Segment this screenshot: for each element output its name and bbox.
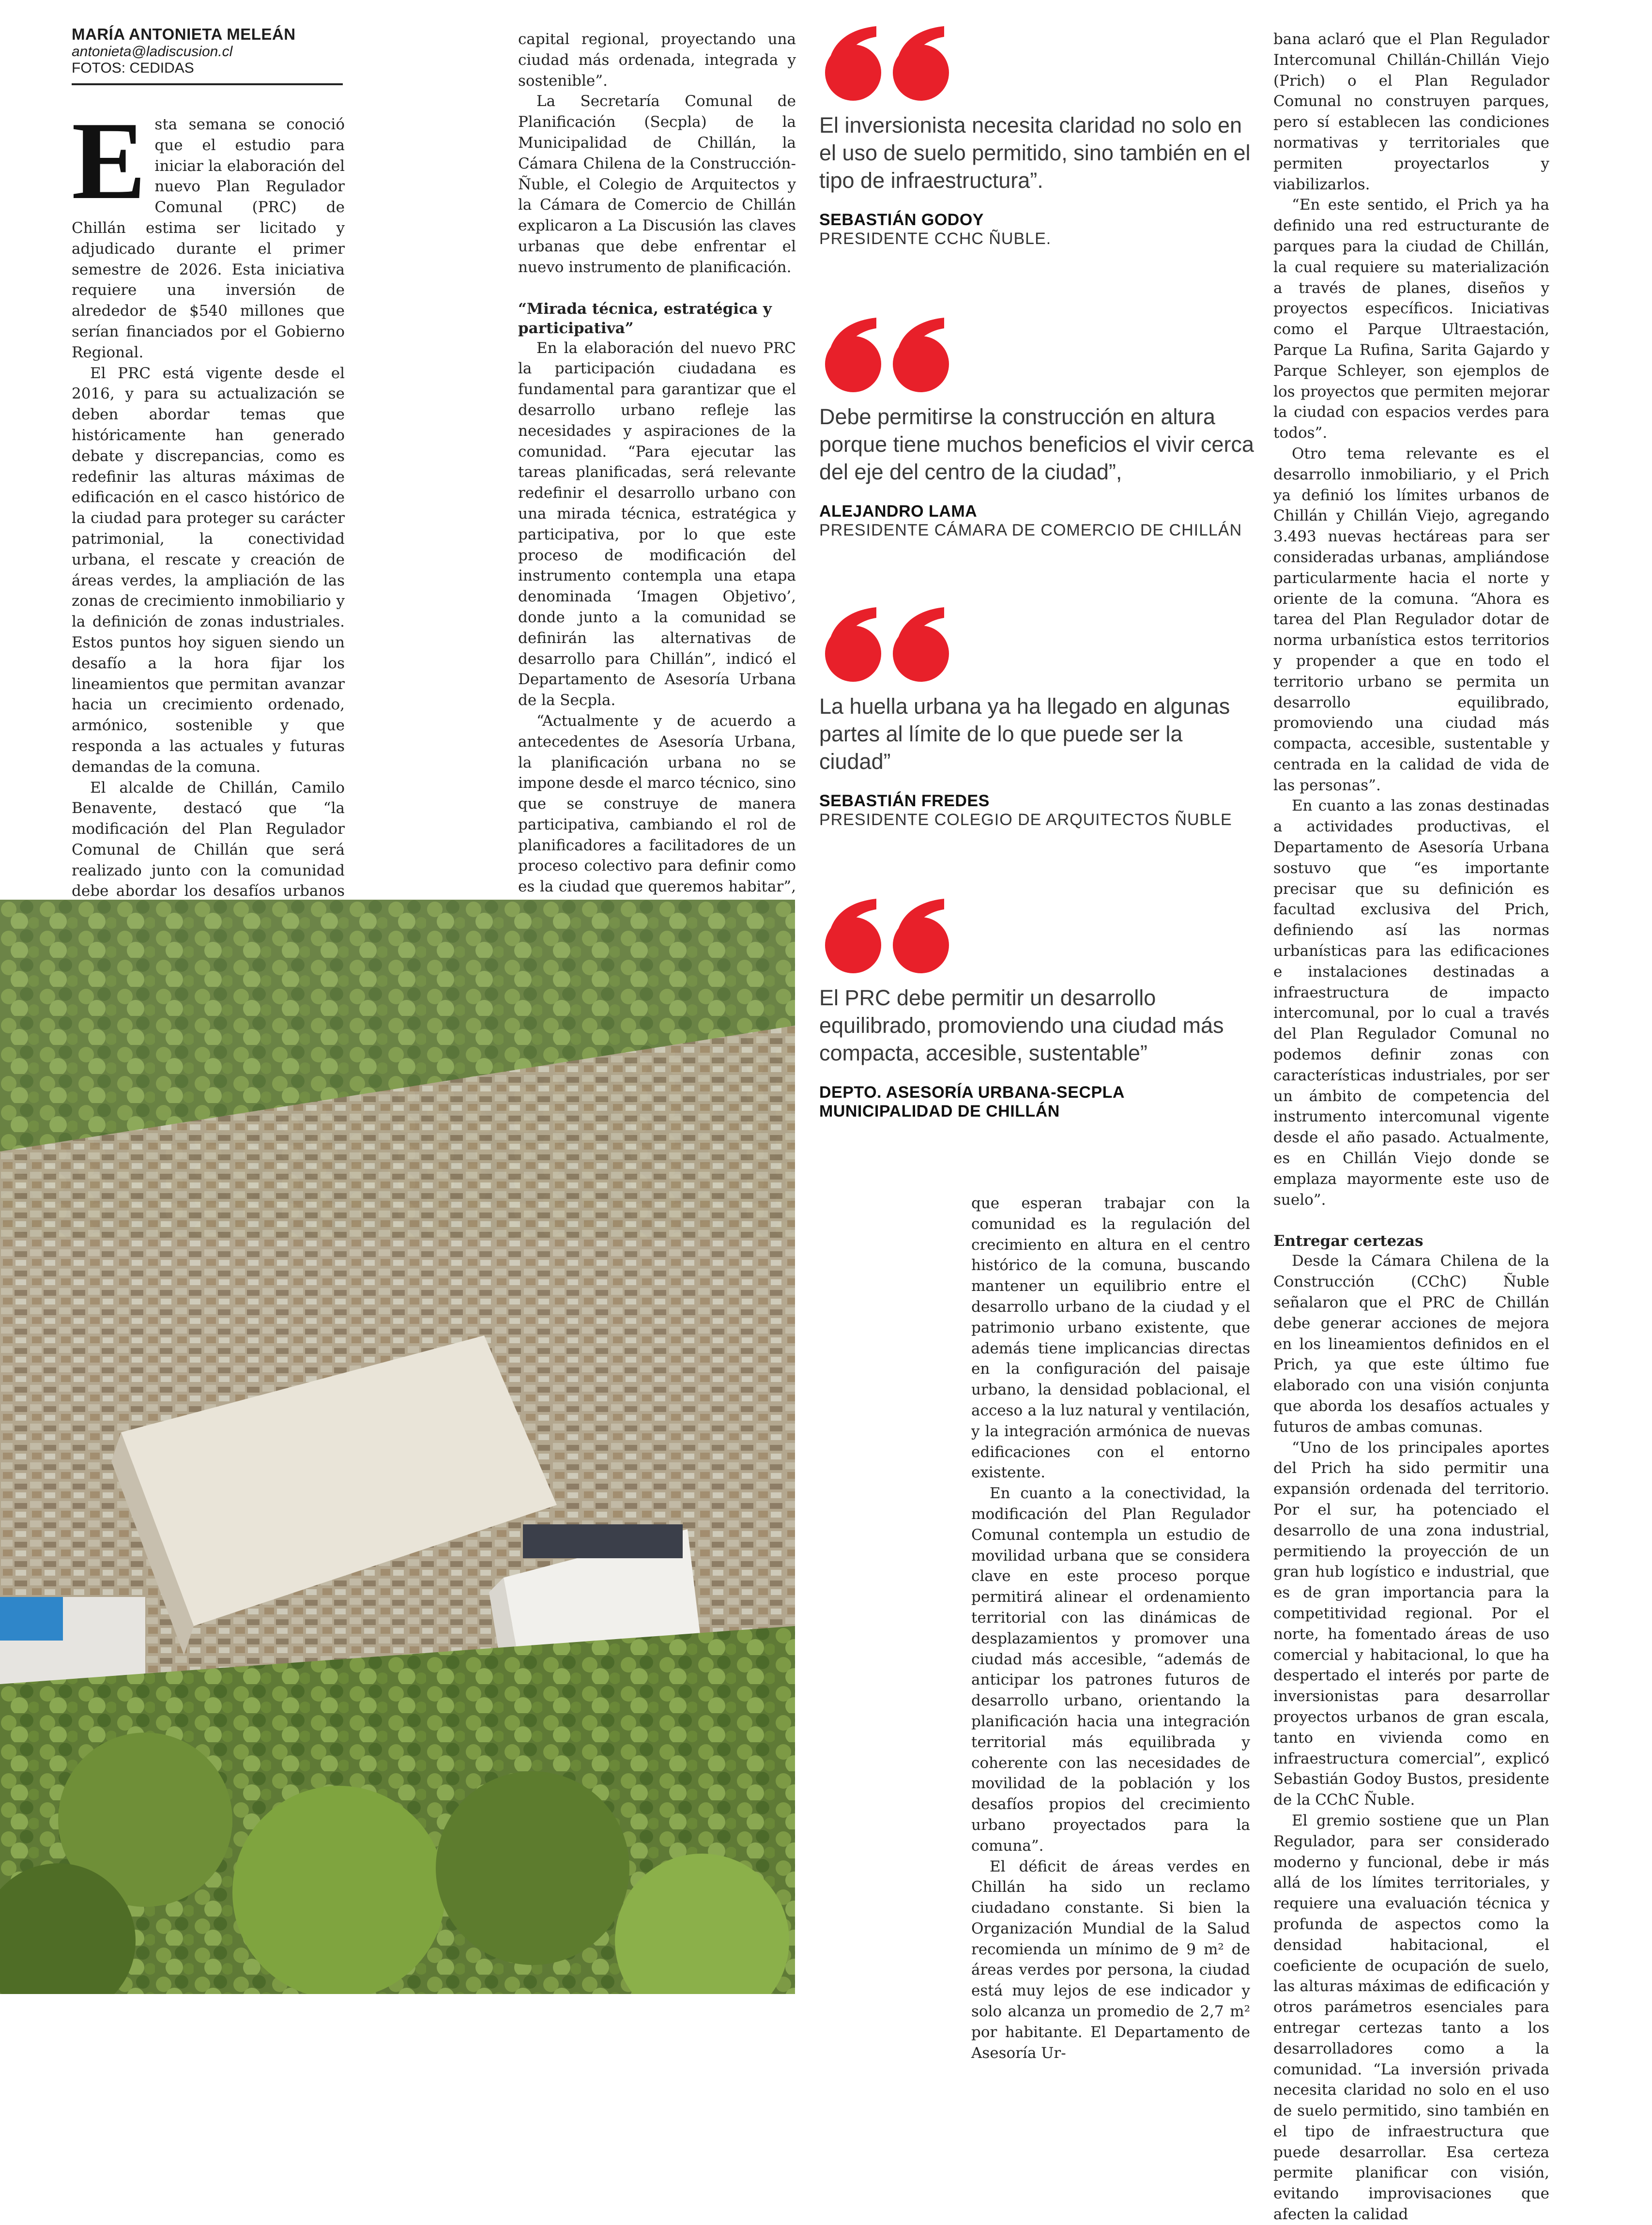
quote-mark-icon (819, 316, 960, 393)
article-paragraph: En la elaboración del nuevo PRC la participación ciudadana es fundamental para garantizar que el desarrollo urbano refleje las necesidades y aspiraciones de la comunidad. “Para ejecutar las tareas planificadas, será relevante redefinir el desarrollo urbano con una mirada técnica, estratégica y participativa, por lo que este proceso de modificación del instrumento contempla una etapa denominada ‘Imagen Objetivo’, donde junto a la comunidad se definirán las alternativas de desarrollo para Chillán”, indicó el Departamento de Asesoría Urbana de la Secpla. (518, 339, 796, 709)
article-paragraph: El gremio sostiene que un Plan Regulador, para ser considerado moderno y funcional, debe ir más allá de los límites territoriales, y requiere una evaluación técnica y profunda de aspectos como la densidad habitacional, el coeficiente de ocupación de suelo, las alturas máximas de edificación y otros parámetros esenciales para entregar certezas tanto a los desarrolladores como a la comunidad. “La inversión privada necesita claridad no solo en el uso de suelo permitido, sino también en el tipo de infraestructura que puede desarrollar. Esa certeza permite planificar con visión, evitando improvisaciones que afecten la calidad (1273, 1811, 1549, 2224)
quote-text: El inversionista necesita claridad no solo en el uso de suelo permitido, sino también en el tipo de infraestructura”. (819, 113, 1251, 193)
pull-quote (819, 605, 1255, 829)
article-paragraph: que esperan trabajar con la comunidad es la regulación del crecimiento en altura en el centro histórico de la comuna, buscando mantener un equilibrio entre el desarrollo urbano de la ciudad y el patrimonio urbano existente, que además tiene implicancias directas en la configuración del paisaje urbano, la densidad poblacional, el acceso a la luz natural y ventilación, y la integración armónica de nuevas edificaciones con el entorno existente. (971, 1195, 1250, 1482)
author-name: MARÍA ANTONIETA MELEÁN (72, 25, 296, 43)
quote-mark-icon (819, 897, 960, 974)
quote-author: SEBASTIÁN GODOY (819, 211, 984, 229)
quote-author: DEPTO. ASESORÍA URBANA-SECPLA MUNICIPALIDAD DE CHILLÁN (819, 1083, 1124, 1120)
article-paragraph: En cuanto a las zonas destinadas a actividades productivas, el Departamento de Asesoría Urbana sostuvo que “es importante precisar que su definición es facultad exclusiva del Prich, definiendo así las normas urbanísticas para las edificaciones e instalaciones destinadas a infraestructura de impacto intercomunal, por lo cual a través del Plan Regulador Comunal no podemos definir zonas con características industriales, por ser un ámbito de competencia del instrumento intercomunal vigente desde el año pasado. Actualmente, es en Chillán Viejo donde se emplaza mayormente este uso de suelo”. (1273, 797, 1549, 1209)
article-paragraph: Otro tema relevante es el desarrollo inmobiliario, y el Prich ya definió los límites urbanos de Chillán y Chillán Viejo, agregando 3.493 nuevas hectáreas para ser consideradas urbanas, ampliándose particularmente hacia el norte y oriente de la comuna. “Ahora es tarea del Plan Regulador dotar de norma urbanística estos territorios y propender a que en todo el territorio urbano se permita un desarrollo equilibrado, promoviendo una ciudad más compacta, accesible, sustentable y centrada en la calidad de vida de las personas”. (1273, 445, 1549, 794)
article-column-4 (1273, 29, 1549, 2225)
quote-author: ALEJANDRO LAMA (819, 502, 978, 521)
article-paragraph: “Uno de los principales aportes del Prich ha sido permitir una expansión ordenada del territorio. Por el sur, ha potenciado el desarrollo de una zona industrial, permitiendo la proyección de un gran hub logístico e industrial, que es de gran importancia para la competitividad regional. Por el norte, ha fomentado áreas de uso comercial y habitacional, lo que ha despertado el interés por parte de inversionistas para desarrollar proyectos urbanos de gran escala, tanto en vivienda como en infraestructura comercial”, explicó Sebastián Godoy Bustos, presidente de la CChC Ñuble. (1273, 1439, 1549, 1809)
article-paragraph: En cuanto a la conectividad, la modificación del Plan Regulador Comunal contempla un estudio de movilidad urbana que se considera clave en este proceso porque permitirá alinear el ordenamiento territorial con las dinámicas de desplazamientos y promover una ciudad más accesible, “además de anticipar los patrones futuros de desarrollo urbano, orientando la planificación hacia una integración territorial más equilibrada y coherente con las necesidades de movilidad de la población y los desafíos propios del crecimiento urbano proyectados para la comuna”. (971, 1485, 1250, 1855)
city-image (0, 900, 795, 1994)
quote-mark-icon (819, 24, 960, 102)
quote-text: Debe permitirse la construcción en altura porque tiene muchos beneficios el vivir cerca del eje del centro de la ciudad”, (819, 404, 1254, 484)
article-column-1 (72, 99, 345, 943)
byline (72, 25, 343, 85)
article-paragraph: El alcalde de Chillán, Camilo Benavente, destacó que “la modificación del Plan Regulador Comunal de Chillán que será realizado junto con la comunidad debe abordar los desafíos urbanos (72, 779, 345, 900)
aerial-city-photo (0, 900, 795, 1994)
article-paragraph: El déficit de áreas verdes en Chillán ha sido un reclamo ciudadano constante. Si bien la Organización Mundial de la Salud recomienda un mínimo de 9 m² de áreas verdes por persona, la ciudad está muy lejos de ese indicador y solo alcanza un promedio de 2,7 m² por habitante. El Departamento de Asesoría Ur- (971, 1857, 1250, 2062)
author-email[interactable]: antonieta@ladiscusion.cl (72, 44, 233, 60)
photo-credit: FOTOS: CEDIDAS (72, 60, 194, 76)
article-paragraph: Esta semana se conoció que el estudio para iniciar la elaboración del nuevo Plan Regulador Comunal (PRC) de Chillán estima ser licitado y adjudicado durante el primer semestre de 2026. Esta iniciativa requiere una inversión de alrededor de $540 millones que serían financiados por el Gobierno Regional. (72, 99, 345, 361)
drop-cap: E (72, 99, 146, 222)
quote-text: El PRC debe permitir un desarrollo equilibrado, promoviendo una ciudad más compacta, accesible, sustentable” (819, 985, 1224, 1065)
quote-author: SEBASTIÁN FREDES (819, 792, 990, 810)
quote-author-role: PRESIDENTE CÁMARA DE COMERCIO DE CHILLÁN (819, 521, 1242, 539)
article-column-3 (971, 1193, 1250, 2063)
article-column-2 (518, 29, 796, 939)
article-paragraph: El PRC está vigente desde el 2016, y para su actualización se deben abordar temas que históricamente han generado debate y discrepancias, como es redefinir las alturas máximas de edificación en el casco histórico de la ciudad para proteger su carácter patrimonial, la conectividad urbana, el rescate y creación de áreas verdes, la ampliación de las zonas de crecimiento inmobiliario y la definición de zonas industriales. Estos puntos hoy siguen siendo un desafío a la hora fijar los lineamientos que permitan avanzar hacia un crecimiento ordenado, armónico, sostenible y que responda a las actuales y futuras demandas de la comuna. (72, 364, 345, 776)
article-paragraph: capital regional, proyectando una ciudad más ordenada, integrada y sostenible”. (518, 31, 796, 90)
article-paragraph: “Actualmente y de acuerdo a antecedentes de Asesoría Urbana, la planificación urbana no se impone desde el marco técnico, sino que se construye de manera participativa, cambiando el rol de planificadores a facilitadores de un proceso colectivo para definir como es la ciudad que queremos habitar”, (518, 712, 796, 896)
article-paragraph: bana aclaró que el Plan Regulador Intercomunal Chillán-Chillán Viejo (Prich) o el Plan Regulador Comunal no construyen parques, pero sí establecen las condiciones normativas y territoriales que permiten proyectarlos y viabilizarlos. (1273, 31, 1549, 193)
article-paragraph: La Secretaría Comunal de Planificación (Secpla) de la Municipalidad de Chillán, la Cámara Chilena de la Construcción-Ñuble, el Colegio de Arquitectos y la Cámara de Comercio de Chillán explicaron a La Discusión las claves urbanas que debe enfrentar el nuevo instrumento de planificación. (518, 92, 796, 276)
quote-text: La huella urbana ya ha llegado en algunas partes al límite de lo que puede ser la ciudad” (819, 694, 1230, 774)
pull-quote (819, 24, 1255, 248)
section-heading: “Mirada técnica, estratégica y participativa” (518, 300, 772, 337)
article-paragraph: Desde la Cámara Chilena de la Construcción (CChC) Ñuble señalaron que el PRC de Chillán debe generar acciones de mejora en los lineamientos definidos en el Prich, ya que este último fue elaborado con una visión conjunta que aborda los desafíos actuales y futuros de ambas comunas. (1273, 1252, 1549, 1436)
section-heading: Entregar certezas (1273, 1232, 1423, 1250)
quote-author-role: PRESIDENTE CCHC ÑUBLE. (819, 230, 1052, 248)
article-paragraph: “En este sentido, el Prich ya ha definido una red estructurante de parques para la ciudad de Chillán, la cual requiere su materialización a través de planes, diseños y proyectos específicos. Iniciativas como el Parque Ultraestación, Parque La Rufina, Sarita Gajardo y Parque Schleyer, son ejemplos de los proyectos que permiten mejorar la ciudad con espacios verdes para todos”. (1273, 196, 1549, 442)
quote-mark-icon (819, 605, 960, 683)
pull-quote (819, 316, 1255, 540)
quote-author-role: PRESIDENTE COLEGIO DE ARQUITECTOS ÑUBLE (819, 811, 1232, 829)
pull-quote (819, 897, 1255, 1121)
